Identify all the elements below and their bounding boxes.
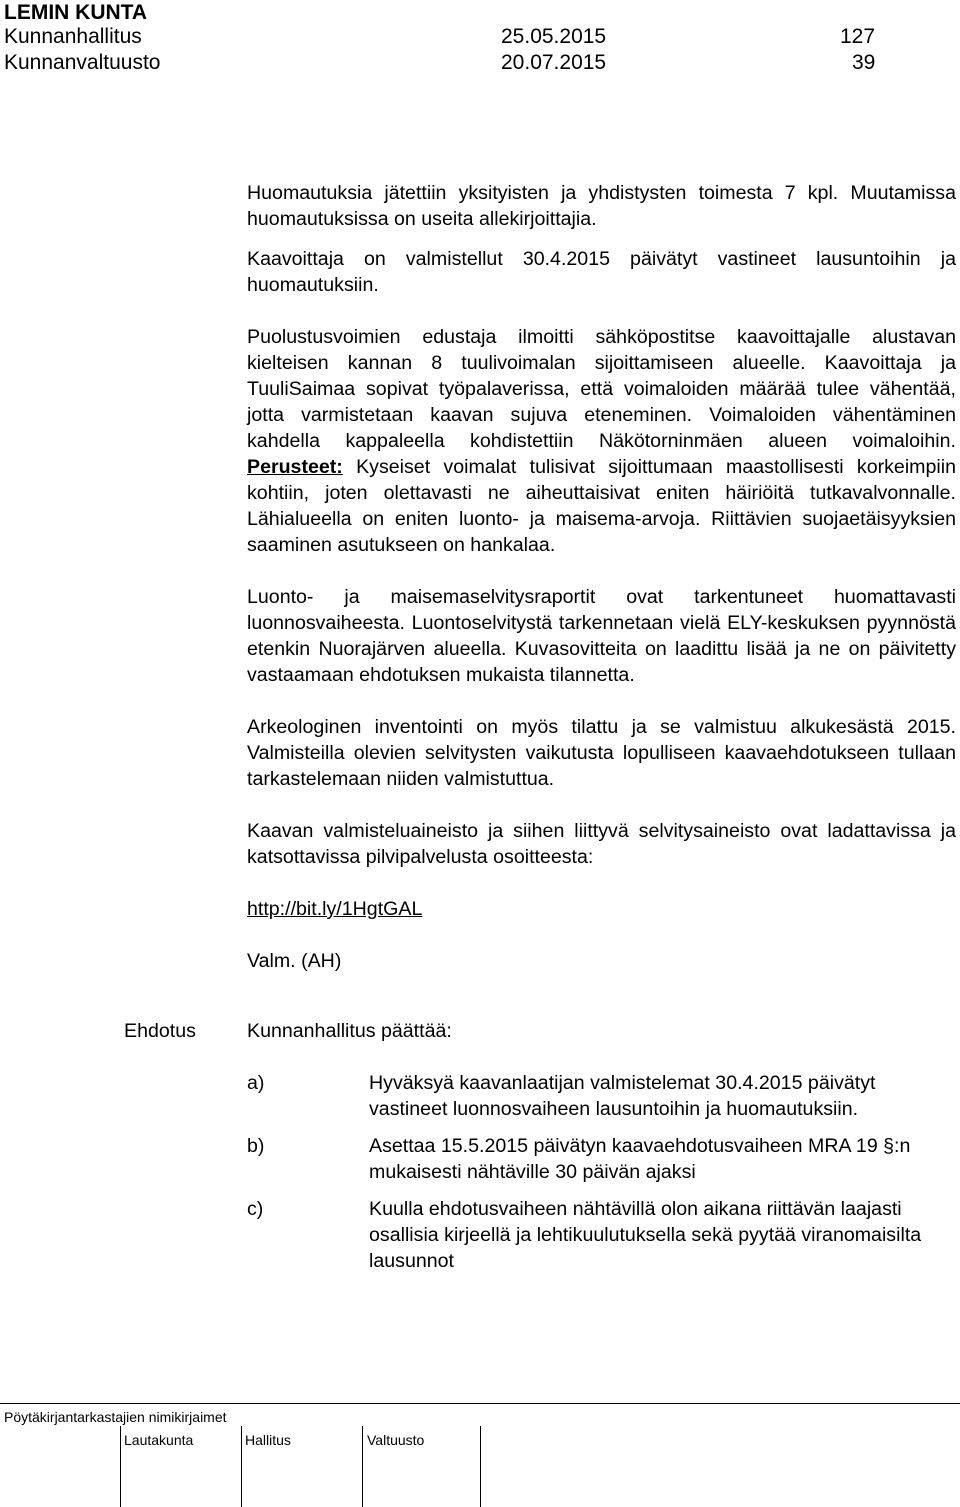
item-text: Hyväksyä kaavanlaatijan valmistelemat 30.4.2015 päivätyt vastineet luonnosvaiheen lausuntoihin ja huomautuksiin. [369,1072,876,1120]
materials-link-paragraph [247,896,956,922]
paragraph-remarks: Huomautuksia jätettiin yksityisten ja yhdistysten toimesta 7 kpl. Muutamissa huomautuksissa on useita allekirjoittajia. [247,182,956,230]
header-page-2: 39 [852,51,876,74]
paragraph-surveys: Luonto- ja maisemaselvitysraportit ovat tarkentuneet huomattavasti luonnosvaiheesta. Luontoselvitystä tarkennetaan vielä ELY-keskuksen pyynnöstä etenkin Nuorajärven alueella. Kuvasovitteita on laadittu lisää ja ne on päivitetty vastaamaan ehdotuksen mukaista tilannetta. [247,586,956,686]
footer-col-council: Valtuusto [367,1432,425,1448]
proposal-intro-text: Kunnanhallitus päättää: [247,1020,452,1042]
paragraph-grounds-text: Kyseiset voimalat tulisivat sijoittumaan maastollisesti korkeimpiin kohtiin, joten olettavasti ne aiheuttaisivat eniten häiriöitä tutkavalvonnalle. Lähialueella on eniten luonto- ja maisema-arvoja. Riittävien suojaetäisyyksien saaminen asutukseen on hankalaa. [247,456,956,556]
preparer-note: Valm. (AH) [247,950,342,972]
footer-divider [362,1426,363,1507]
proposal-intro [247,1018,956,1044]
paragraph-archaeology: Arkeologinen inventointi on myös tilattu ja se valmistuu alkukesästä 2015. Valmisteilla olevien selvitysten vaikutusta lopulliseen kaavaehdotukseen tullaan tarkastelemaan niiden valmistuttua. [247,716,956,790]
item-marker: a) [247,1072,265,1094]
grounds-label: Perusteet: [247,456,343,478]
footer-divider [241,1426,242,1507]
paragraph-defence-text: Puolustusvoimien edustaja ilmoitti sähköpostitse kaavoittajalle alustavan kielteisen kannan 8 tuulivoimalan sijoittamiseen alueelle. Kaavoittaja ja TuuliSaimaa sopivat työpalaverissa, että voimaloiden määrää tulee vähentää, jotta varmistetaan kaavan sujuva eteneminen. Voimaloiden vähentäminen kahdella kappaleella kohdistettiin Näkötorninmäen alueen voimaloihin. [247,326,956,452]
header-date-1: 25.05.2015 [501,25,607,48]
paragraph-materials: Kaavan valmisteluaineisto ja siihen liittyvä selvitysaineisto ovat ladattavissa ja katsottavissa pilvipalvelusta osoitteesta: [247,820,956,868]
header-page-1: 127 [840,25,876,48]
materials-link[interactable]: http://bit.ly/1HgtGAL [247,898,423,920]
paragraph-defence-forces [247,324,956,558]
footer-col-board: Lautakunta [124,1432,194,1448]
footer-col-government: Hallitus [245,1432,291,1448]
item-text: Asettaa 15.5.2015 päivätyn kaavaehdotusvaiheen MRA 19 §:n mukaisesti nähtäville 30 päivän ajaksi [369,1135,911,1183]
proposal-label: Ehdotus [124,1020,196,1042]
organization-name: LEMIN KUNTA [4,1,148,24]
footer-divider [480,1426,481,1507]
item-marker: b) [247,1135,265,1157]
footer-divider [120,1426,121,1507]
header-body-2: Kunnanvaltuusto [4,51,161,74]
item-text: Kuulla ehdotusvaiheen nähtävillä olon aikana riittävän laajasti osallisia kirjeellä ja lehtikuulutuksella sekä pyytää viranomaisilta lausunnot [369,1198,922,1272]
header-body-1: Kunnanhallitus [4,25,142,48]
main-content [247,180,956,974]
footer-title: Pöytäkirjantarkastajien nimikirjaimet [4,1409,227,1425]
item-marker: c) [247,1198,264,1220]
footer-top-rule [0,1403,960,1404]
header-date-2: 20.07.2015 [501,51,607,74]
paragraph-responses: Kaavoittaja on valmistellut 30.4.2015 päivätyt vastineet lausuntoihin ja huomautuksiin. [247,248,956,296]
